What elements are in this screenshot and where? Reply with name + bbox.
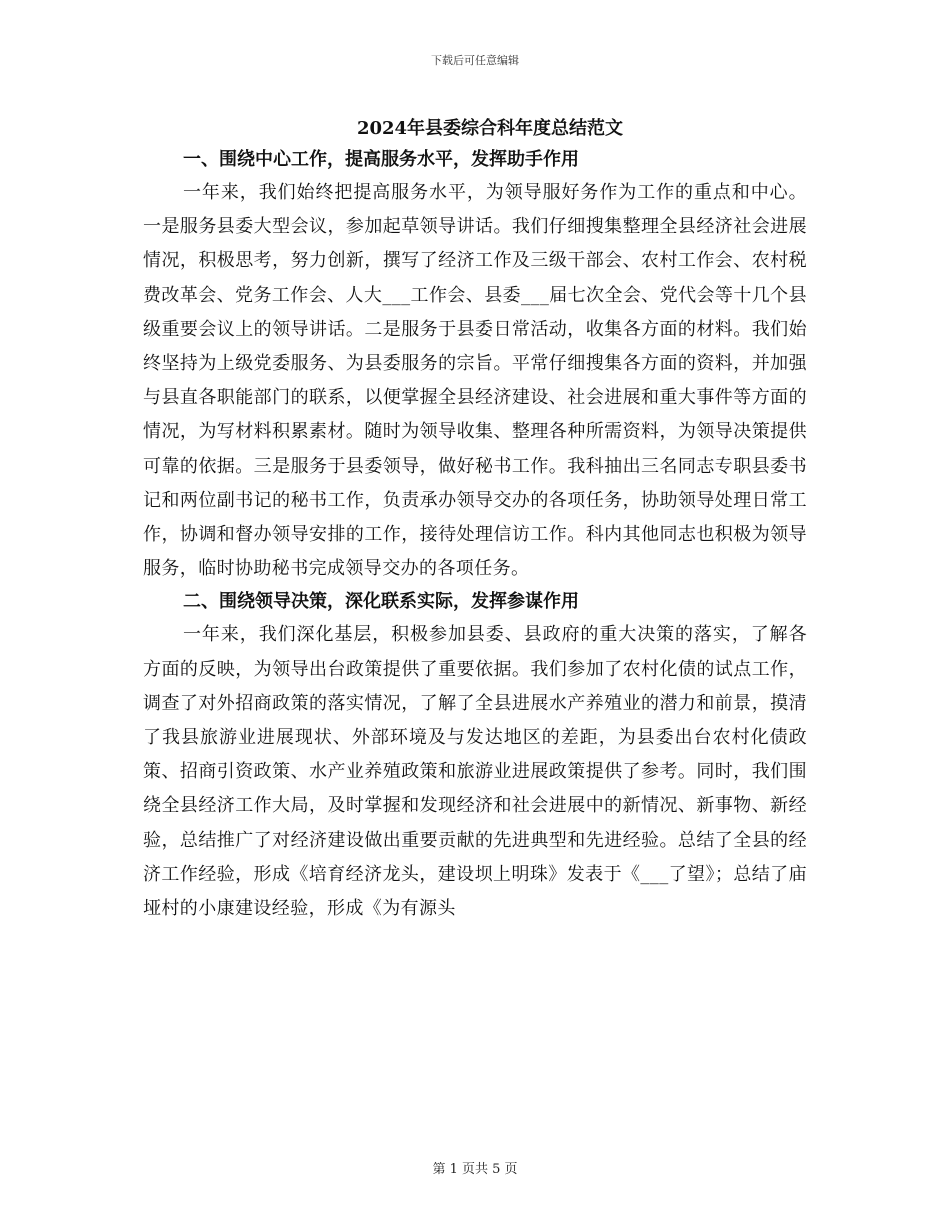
page-header-note: 下载后可任意编辑 <box>431 54 519 67</box>
section-heading-1: 一、围绕中心工作，提高服务水平，发挥助手作用 <box>183 149 579 170</box>
page-number: 第 1 页共 5 页 <box>432 1162 518 1177</box>
document-body <box>143 114 807 926</box>
section-paragraph-2: 一年来，我们深化基层，积极参加县委、县政府的重大决策的落实，了解各方面的反映，为领导出台政策提供了重要依据。我们参加了农村化债的试点工作，调查了对外招商政策的落实情况，了解了全县进展水产养殖业的潜力和前景，摸清了我县旅游业进展现状、外部环境及与发达地区的差距，为县委出台农村化债政策、招商引资政策、水产业养殖政策和旅游业进展政策提供了参考。同时，我们围绕全县经济工作大局，及时掌握和发现经济和社会进展中的新情况、新事物、新经验，总结推广了对经济建设做出重要贡献的先进典型和先进经验。总结了全县的经济工作经验，形成《培育经济龙头，建设坝上明珠》发表于《___了望》；总结了庙垭村的小康建设经验，形成《为有源头 <box>143 624 807 920</box>
section-paragraph-1: 一年来，我们始终把提高服务水平，为领导服好务作为工作的重点和中心。一是服务县委大型会议，参加起草领导讲话。我们仔细搜集整理全县经济社会进展情况，积极思考，努力创新，撰写了经济工作及三级干部会、农村工作会、农村税费改革会、党务工作会、人大___工作会、县委___届七次全会、党代会等十几个县级重要会议上的领导讲话。二是服务于县委日常活动，收集各方面的材料。我们始终坚持为上级党委服务、为县委服务的宗旨。平常仔细搜集各方面的资料，并加强与县直各职能部门的联系，以便掌握全县经济建设、社会进展和重大事件等方面的情况，为写材料积累素材。随时为领导收集、整理各种所需资料，为领导决策提供可靠的依据。三是服务于县委领导，做好秘书工作。我科抽出三名同志专职县委书记和两位副书记的秘书工作，负责承办领导交办的各项任务，协助领导处理日常工作，协调和督办领导安排的工作，接待处理信访工作。科内其他同志也积极为领导服务，临时协助秘书完成领导交办的各项任务。 <box>143 182 807 580</box>
section-heading-2: 二、围绕领导决策，深化联系实际，发挥参谋作用 <box>183 591 579 613</box>
document-title: 2024年县委综合科年度总结范文 <box>356 118 624 139</box>
